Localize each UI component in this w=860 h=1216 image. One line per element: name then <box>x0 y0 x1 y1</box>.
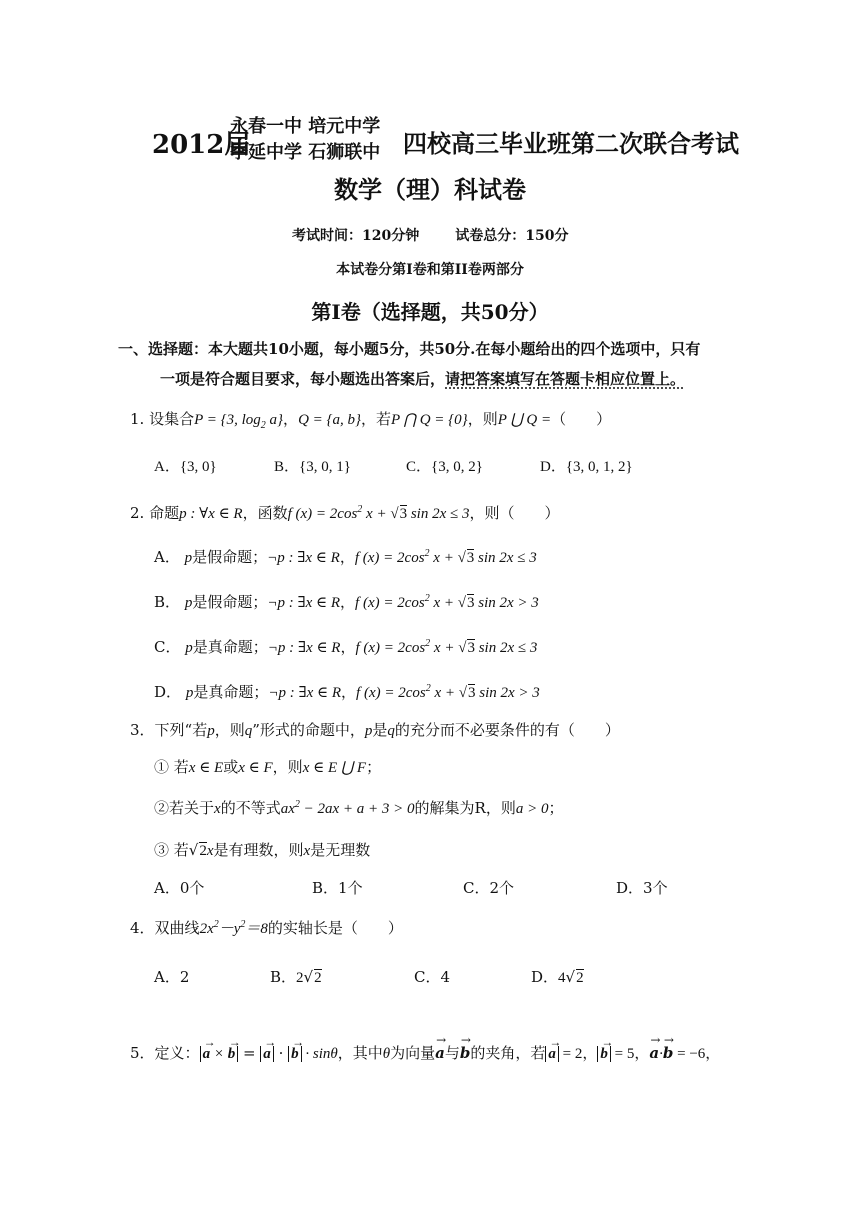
question-4: 4．双曲线$2x^2-y^2=8$的实轴长是（ ） <box>130 919 403 937</box>
score-label: 试卷总分： <box>455 228 526 244</box>
q1-option-b: B．{3, 0, 1} <box>274 459 351 475</box>
cross-magnitude: → a × → b <box>200 1046 239 1062</box>
q4-option-a: A．2 <box>154 968 190 986</box>
math-function: f $(x) = 2\cos^2$ x + √3 sin 2x ≤ 3 <box>287 504 470 522</box>
time-value: 120分钟 <box>362 228 420 244</box>
math-ask: P ⋃ Q = <box>497 412 552 428</box>
question-1: 1. 设集合P = {3, $\log_2 a$}，Q = {a, b}，若P ⋂ Q = {0}，则P ⋃ Q =（ ） <box>130 410 612 431</box>
q3-option-a: A．0个 <box>154 879 205 897</box>
q3-item-2: ②若关于x的不等式$ax^2 - 2ax + a + 3 > 0$的解集为R，则a > 0； <box>154 799 564 817</box>
exam-info <box>292 225 568 245</box>
part1-title: 第I卷（选择题，共50分） <box>311 300 549 324</box>
question-text: 设集合 <box>149 410 195 428</box>
section-heading: 一、选择题：本大题共10小题，每小题5分，共50分.在每小题给出的四个选项中，只有 <box>118 340 701 358</box>
subject-title: 数学（理）科试卷 <box>334 176 526 204</box>
q2-option-a: A． p是假命题；¬p : ∃x ∈ R，f $(x) = 2\cos^2$ x + √3 sin 2x ≤ 3 <box>154 548 537 566</box>
section-heading-emphasis: 请把答案填写在答题卡相应位置上。 <box>445 370 686 388</box>
math-set-p: P = {3, $\log_2 a$} <box>194 412 284 431</box>
q1-option-d: D．{3, 0, 1, 2} <box>540 459 633 475</box>
section-heading-plain: 一项是符合题目要求，每小题选出答案后， <box>160 370 446 388</box>
q2-option-c: C． p是真命题；¬p : ∃x ∈ R，f $(x) = 2\cos^2$ x + √3 sin 2x ≤ 3 <box>154 638 538 656</box>
math-set-q: Q = {a, b} <box>298 412 362 428</box>
question-2: 2. 命题p : ∀x ∈ R，函数f $(x) = 2\cos^2$ x + √3 sin 2x ≤ 3，则（ ） <box>130 504 560 522</box>
math-proposition: p : ∀x ∈ R <box>179 506 243 522</box>
score-value: 150分 <box>525 228 569 244</box>
question-number: 5． <box>130 1044 155 1062</box>
question-number: 2. <box>130 504 145 522</box>
q4-option-b: B．2√2 <box>270 968 322 986</box>
q3-option-c: C．2个 <box>463 879 515 897</box>
q4-option-c: C．4 <box>414 968 451 986</box>
q4-option-d: D．4√2 <box>531 968 584 986</box>
q1-option-a: A．{3, 0} <box>154 459 217 475</box>
q2-option-d: D． p是真命题；¬p : ∃x ∈ R，f $(x) = 2\cos^2$ x + √3 sin 2x > 3 <box>154 683 540 701</box>
school-names-line1: 永春一中 培元中学 <box>230 116 381 137</box>
question-3: 3．下列“若p，则q”形式的命题中，p是q的充分而不必要条件的有（ ） <box>130 721 620 739</box>
question-number: 3． <box>130 721 155 739</box>
q3-item-1: ① 若x ∈ E或x ∈ F，则x ∈ E ⋃ F； <box>154 758 382 776</box>
q3-item-3: ③ 若√2x是有理数，则x是无理数 <box>154 841 371 859</box>
q1-option-c: C．{3, 0, 2} <box>406 459 483 475</box>
time-label: 考试时间： <box>292 228 362 244</box>
question-number: 1. <box>130 410 145 428</box>
q2-option-b: B． p是假命题；¬p : ∃x ∈ R，f $(x) = 2\cos^2$ x + √3 sin 2x > 3 <box>154 593 539 611</box>
question-number: 4． <box>130 919 155 937</box>
math-condition: P ⋂ Q = {0} <box>391 412 468 428</box>
q3-option-b: B．1个 <box>312 879 363 897</box>
exam-title: 四校高三毕业班第二次联合考试 <box>403 130 739 158</box>
school-names <box>230 114 380 166</box>
exam-year: 2012届 <box>152 130 251 160</box>
section-heading-cont <box>160 368 685 389</box>
question-5: 5．定义：→ a × → b = → a · → b · sinθ，其中θ为向量→ a与→ b的夹角，若→ a = 2，→ b = 5，→ a·→ b = −6， <box>130 1042 720 1063</box>
q3-option-d: D．3个 <box>616 879 668 897</box>
structure-note: 本试卷分第I卷和第II卷两部分 <box>336 262 524 278</box>
school-names-line2: 季延中学 石狮联中 <box>230 142 381 163</box>
